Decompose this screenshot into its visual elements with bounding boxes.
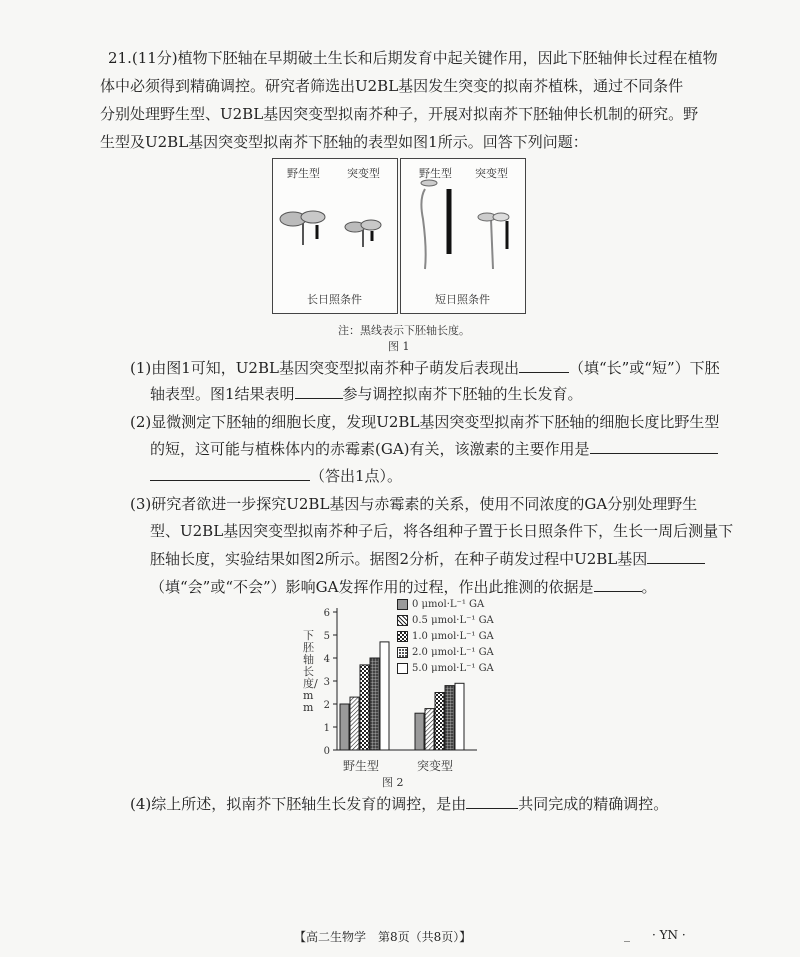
- figure2-caption: 图 2: [382, 776, 404, 789]
- question-intro-line-2: 体中必须得到精确调控。研究者筛选出U2BL基因发生突变的拟南芥植株，通过不同条件: [100, 77, 684, 95]
- legend-label: 0.5 μmol·L⁻¹ GA: [412, 615, 494, 626]
- chart-y-tick-label: 1: [323, 723, 330, 734]
- sub1-line-2: [150, 383, 583, 404]
- chart-bar: [425, 709, 434, 750]
- sub3-line-4: [150, 576, 657, 597]
- legend-swatch: [397, 631, 408, 642]
- long-day-seedlings-illustration: [273, 159, 397, 313]
- question-intro-line-1: 21.(11分)植物下胚轴在早期破土生长和后期发育中起关键作用，因此下胚轴伸长过程在植物: [108, 49, 718, 67]
- footer-page-label: 【高二生物学 第8页（共8页）】: [294, 930, 472, 944]
- sub3-line-1: (3)研究者欲进一步探究U2BL基因与赤霉素的关系，使用不同浓度的GA分别处理野生: [130, 495, 698, 513]
- sub4-text-b: 共同完成的精确调控。: [518, 795, 669, 813]
- sub3-text-d: （填“会”或“不会”）影响GA发挥作用的过程，作出此推测的依据是: [150, 578, 594, 596]
- legend-label: 0 μmol·L⁻¹ GA: [412, 599, 485, 610]
- sub2-text-c: （答出1点）。: [310, 467, 403, 485]
- sub3-blank-1[interactable]: [647, 549, 705, 564]
- sub1-line-1: [130, 357, 720, 378]
- legend-label: 1.0 μmol·L⁻¹ GA: [412, 631, 494, 642]
- chart-y-tick-label: 3: [323, 677, 330, 688]
- sub4-line-1: [130, 793, 668, 814]
- sub1-text-b: （填“长”或“短”）下胚: [568, 359, 720, 377]
- wild-type-label: 野生型: [419, 167, 452, 180]
- chart-bar: [350, 697, 359, 750]
- chart-y-tick-label: 0: [323, 746, 330, 757]
- legend-entry: [397, 599, 484, 610]
- sub2-line-1: (2)显微测定下胚轴的细胞长度，发现U2BL基因突变型拟南芥下胚轴的细胞长度比野生型: [130, 413, 720, 431]
- chart-y-tick-label: 2: [323, 700, 330, 711]
- chart-category-label: 突变型: [417, 759, 454, 773]
- footer-code: · YN ·: [652, 928, 686, 942]
- sub1-blank-2[interactable]: [295, 384, 343, 399]
- sub4-text-a: (4)综上所述，拟南芥下胚轴生长发育的调控，是由: [130, 795, 467, 813]
- legend-entry: [397, 647, 494, 658]
- chart-bar: [415, 713, 424, 750]
- chart-bar: [380, 642, 389, 750]
- legend-swatch: [397, 599, 408, 610]
- chart-y-tick-label: 5: [323, 631, 330, 642]
- mutant-label: 突变型: [475, 167, 508, 180]
- chart-y-tick-label: 4: [323, 654, 330, 665]
- sub1-blank-1[interactable]: [519, 358, 569, 373]
- sub3-text-c: 胚轴长度，实验结果如图2所示。据图2分析，在种子萌发过程中U2BL基因: [150, 550, 648, 568]
- sub1-text-a: (1)由图1可知，U2BL基因突变型拟南芥种子萌发后表现出: [130, 359, 519, 377]
- sub3-text-e: 。: [641, 578, 657, 596]
- figure1-left-panel: [272, 158, 398, 314]
- sub2-text-b: 的短，这可能与植株体内的赤霉素(GA)有关，该激素的主要作用是: [150, 440, 590, 458]
- mutant-label: 突变型: [347, 167, 380, 180]
- chart-bar: [340, 704, 349, 750]
- question-intro-line-3: 分别处理野生型、U2BL基因突变型拟南芥种子，开展对拟南芥下胚轴伸长机制的研究。野: [100, 105, 699, 123]
- chart-bar: [455, 683, 464, 750]
- sub2-line-3: [150, 465, 402, 486]
- sub2-blank-1[interactable]: [590, 439, 718, 454]
- legend-label: 2.0 μmol·L⁻¹ GA: [412, 647, 494, 658]
- sub3-line-3: [150, 548, 705, 569]
- chart-category-label: 野生型: [343, 759, 380, 773]
- footer-mark: _: [624, 928, 630, 942]
- sub4-blank-1[interactable]: [466, 794, 518, 809]
- sub1-text-c: 轴表型。图1结果表明: [150, 385, 295, 403]
- sub3-blank-2[interactable]: [594, 577, 642, 592]
- wild-type-label: 野生型: [287, 167, 320, 180]
- short-day-seedlings-illustration: [401, 159, 525, 313]
- question-intro-line-4: 生型及U2BL基因突变型拟南芥下胚轴的表型如图1所示。回答下列问题：: [100, 133, 588, 151]
- chart-y-tick-label: 6: [323, 608, 330, 619]
- legend-entry: [397, 631, 494, 642]
- figure1-caption: 图 1: [388, 340, 410, 353]
- chart-bar: [445, 686, 454, 750]
- legend-swatch: [397, 647, 408, 658]
- chart-bar: [360, 665, 369, 750]
- short-day-label: 短日照条件: [435, 293, 490, 306]
- sub2-blank-2[interactable]: [150, 466, 310, 481]
- legend-swatch: [397, 615, 408, 626]
- long-day-label: 长日照条件: [307, 293, 362, 306]
- legend-label: 5.0 μmol·L⁻¹ GA: [412, 663, 494, 674]
- chart-bar: [370, 658, 379, 750]
- legend-entry: [397, 663, 494, 674]
- chart-y-axis-label: 下胚轴长度/mm: [303, 629, 318, 714]
- legend-entry: [397, 615, 494, 626]
- figure1-right-panel: [400, 158, 526, 314]
- figure1-note: 注：黑线表示下胚轴长度。: [338, 324, 470, 337]
- chart-bar: [435, 693, 444, 751]
- sub3-line-2: 型、U2BL基因突变型拟南芥种子后，将各组种子置于长日照条件下，生长一周后测量下: [150, 522, 734, 540]
- sub2-line-2: [150, 438, 718, 459]
- legend-swatch: [397, 663, 408, 674]
- sub1-text-d: 参与调控拟南芥下胚轴的生长发育。: [342, 385, 583, 403]
